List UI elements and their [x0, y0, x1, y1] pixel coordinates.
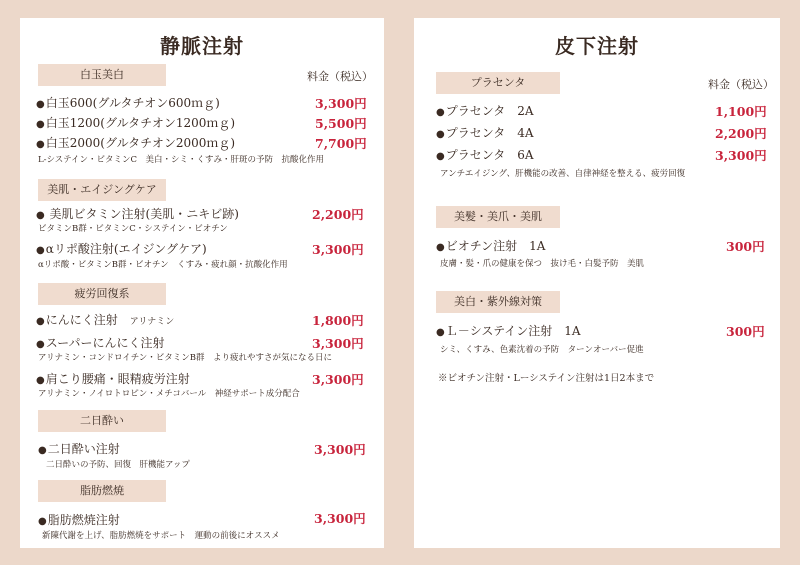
menu-item: ●プラセンタ 4A	[436, 126, 534, 140]
menu-item: ●Ｌ－システイン注射 1A	[436, 324, 581, 338]
item-description: αリポ酸・ビタミンB群・ビオチン くすみ・疲れ顔・抗酸化作用	[38, 260, 288, 270]
menu-item: ●プラセンタ 6A	[436, 148, 534, 162]
category-skin-aging-care: 美肌・エイジングケア	[38, 179, 166, 201]
category-hair-nails-skin: 美髪・美爪・美肌	[436, 206, 560, 228]
menu-price: 3,300円	[715, 148, 767, 163]
item-description: アリナミン・ノイロトロピン・メチコバール 神経サポート成分配合	[38, 389, 300, 399]
item-description: 二日酔いの予防、回復 肝機能アップ	[46, 460, 190, 470]
panel-title: 静脈注射	[160, 34, 244, 58]
menu-item: ●脂肪燃焼注射	[38, 513, 120, 527]
panel-title: 皮下注射	[555, 34, 639, 58]
menu-price: 3,300円	[312, 336, 364, 351]
menu-price: 3,300円	[314, 511, 366, 526]
menu-price: 300円	[726, 239, 765, 254]
item-description: アンチエイジング、肝機能の改善、自律神経を整える、疲労回復	[440, 169, 686, 179]
menu-item: ●二日酔い注射	[38, 442, 120, 456]
menu-price: 1,800円	[312, 313, 364, 328]
menu-price: 3,300円	[315, 96, 367, 111]
menu-price: 1,100円	[715, 104, 767, 119]
item-description: シミ、くすみ、色素沈着の予防 ターンオーバー促進	[440, 345, 644, 355]
menu-item: ● 美肌ビタミン注射(美肌・ニキビ跡)	[36, 207, 239, 221]
menu-price: 2,200円	[715, 126, 767, 141]
menu-item: ●スーパーにんにく注射	[36, 336, 165, 350]
price-header: 料金（税込）	[307, 70, 373, 83]
menu-price: 3,300円	[312, 242, 364, 257]
category-whitening-uv: 美白・紫外線対策	[436, 291, 560, 313]
category-fat-burning: 脂肪燃焼	[38, 480, 166, 502]
menu-price: 3,300円	[312, 372, 364, 387]
menu-item: ●ビオチン注射 1A	[436, 239, 546, 253]
menu-item: ●にんにく注射 アリナミン	[36, 313, 175, 327]
menu-price: 300円	[726, 324, 765, 339]
price-header: 料金（税込）	[708, 78, 774, 91]
item-description: アリナミン・コンドロイチン・ビタミンB群 より疲れやすさが気になる日に	[38, 353, 333, 363]
menu-item: ●白玉1200(グルタチオン1200ｍｇ)	[36, 116, 236, 130]
menu-price: 3,300円	[314, 442, 366, 457]
left-panel-intravenous	[20, 18, 384, 548]
menu-item: ●白玉2000(グルタチオン2000ｍｇ)	[36, 136, 236, 150]
category-whitening: 白玉美白	[38, 64, 166, 86]
item-description: ビタミンB群・ビタミンC・システイン・ビオチン	[38, 224, 228, 234]
menu-item: ●αリポ酸注射(エイジングケア)	[36, 242, 207, 256]
category-placenta: プラセンタ	[436, 72, 560, 94]
item-description: 新陳代謝を上げ、脂肪燃焼をサポート 運動の前後にオススメ	[42, 531, 280, 541]
menu-price: 5,500円	[315, 116, 367, 131]
menu-item: ●白玉600(グルタチオン600ｍｇ)	[36, 96, 220, 110]
item-description: 皮膚・髪・爪の健康を保つ 抜け毛・白髪予防 美肌	[440, 259, 645, 269]
menu-price: 2,200円	[312, 207, 364, 222]
daily-limit-note: ※ビオチン注射・Lーシステイン注射は1日2本まで	[438, 373, 655, 384]
menu-item: ●プラセンタ 2A	[436, 104, 534, 118]
menu-price: 7,700円	[315, 136, 367, 151]
menu-item: ●肩こり腰痛・眼精疲労注射	[36, 372, 190, 386]
right-panel-subcutaneous	[414, 18, 780, 548]
category-fatigue-recovery: 疲労回復系	[38, 283, 166, 305]
category-hangover: 二日酔い	[38, 410, 166, 432]
item-description: L-システイン・ビタミンC 美白・シミ・くすみ・肝斑の予防 抗酸化作用	[38, 155, 325, 165]
